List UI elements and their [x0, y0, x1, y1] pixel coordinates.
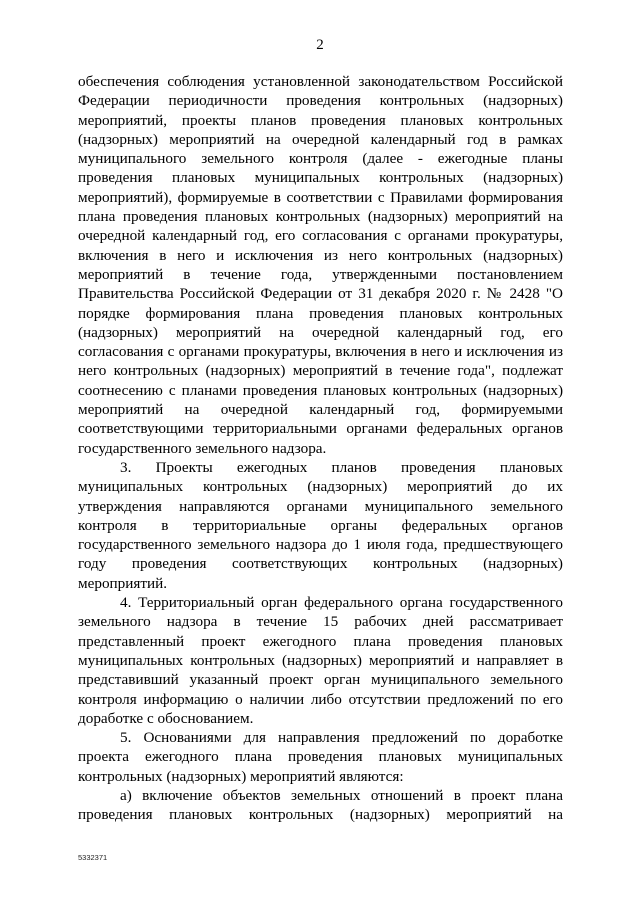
paragraph-item-4: 4. Территориальный орган федерального органа государственного земельного надзора в течение 15 рабочих дней рассматривает представленный проект ежегодного плана проведения плановых муниципальных контрольных (надзорных) мероприятий и направляет в представивший указанный проект орган муниципального земельного контроля информацию о наличии либо отсутствии предложений по его доработке с обоснованием.: [78, 594, 563, 727]
paragraph-subitem-a: а) включение объектов земельных отношений в проект плана проведения плановых контрольных (надзорных) мероприятий на: [78, 786, 563, 824]
paragraph-continuation: обеспечения соблюдения установленной законодательством Российской Федерации периодичности проведения контрольных (надзорных) мероприятий, проекты планов проведения плановых контрольных (надзорных) мероприятий на очередной календарный год в рамках муниципального земельного контроля (далее - ежегодные планы проведения плановых муниципальных контрольных (надзорных) мероприятий), формируемые в соответствии с Правилами формирования плана проведения плановых контрольных (надзорных) мероприятий на очередной календарный год, его согласования с органами прокуратуры, включения в него и исключения из него контрольных (надзорных) мероприятий в течение года, утвержденными постановлением Правительства Российской Федерации от 31 декабря 2020 г. № 2428 "О порядке формирования плана проведения плановых контрольных (надзорных) мероприятий на очередной календарный год, его согласования с органами прокуратуры, включения в него и исключения из него контрольных (надзорных) мероприятий в течение года", подлежат соотнесению с планами проведения плановых контрольных (надзорных) мероприятий на очередной календарный год, формируемыми соответствующими территориальными органами федеральных органов государственного земельного надзора.: [78, 73, 563, 457]
page-number: 2: [316, 37, 324, 53]
paragraph-item-3: 3. Проекты ежегодных планов проведения плановых муниципальных контрольных (надзорных) мероприятий до их утверждения направляются органами муниципального земельного контроля в территориальные органы федеральных органов государственного земельного надзора до 1 июля года, предшествующего году проведения соответствующих контрольных (надзорных) мероприятий.: [78, 458, 563, 592]
paragraph-item-5: 5. Основаниями для направления предложений по доработке проекта ежегодного плана проведения плановых муниципальных контрольных (надзорных) мероприятий являются:: [78, 729, 563, 785]
document-id: 5332371: [78, 853, 108, 862]
document-body: [78, 72, 563, 825]
